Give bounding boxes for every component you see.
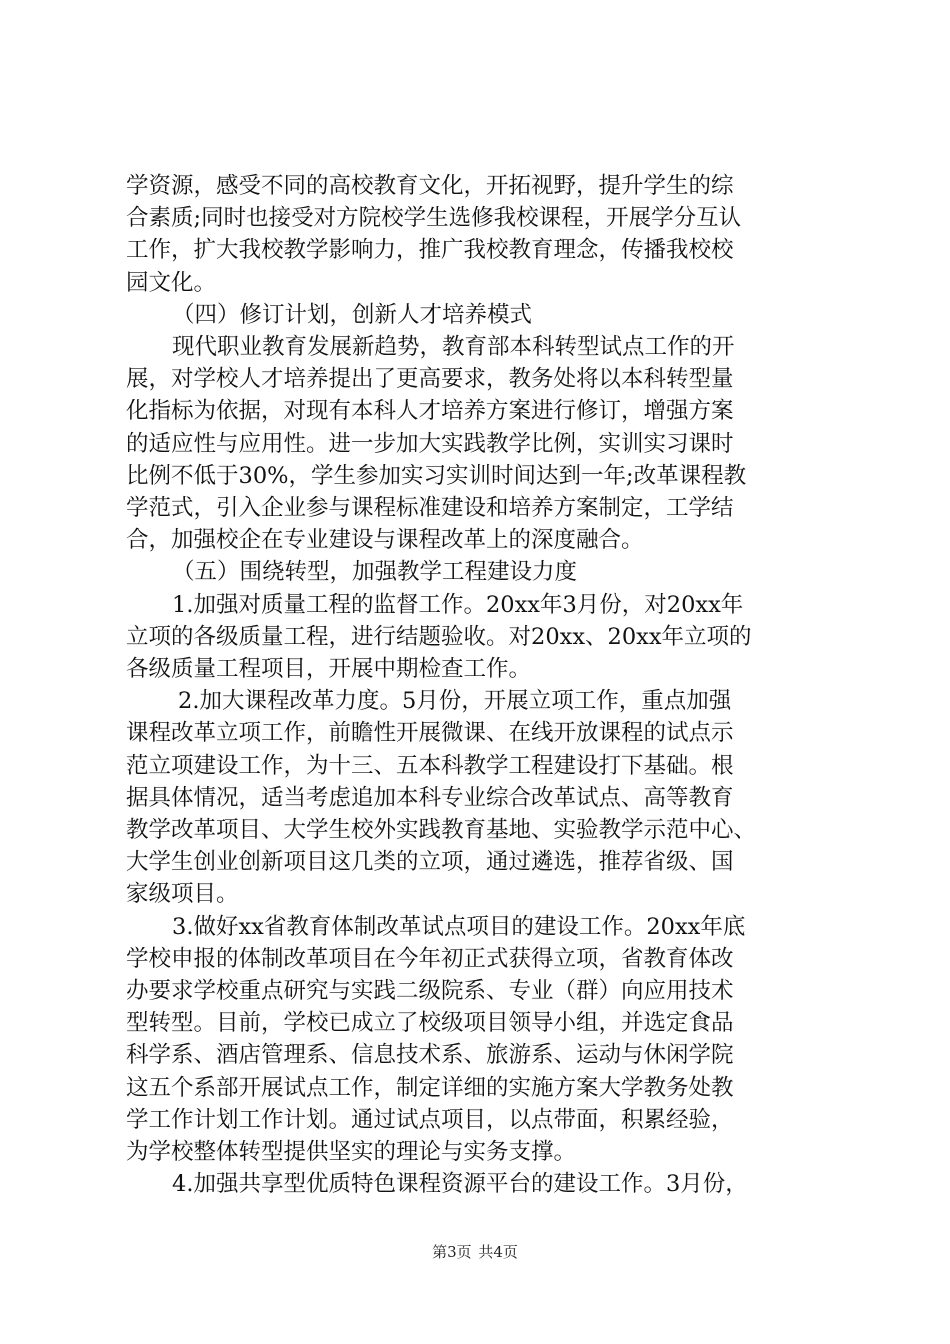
text-line: 据具体情况，适当考虑追加本科专业综合改革试点、高等教育 bbox=[126, 785, 734, 811]
text-line: 4.加强共享型优质特色课程资源平台的建设工作。3月份， bbox=[172, 1171, 748, 1197]
text-line: 学工作计划工作计划。通过试点项目，以点带面，积累经验， bbox=[126, 1107, 734, 1133]
text-line: 合，加强校企在专业建设与课程改革上的深度融合。 bbox=[126, 527, 644, 553]
text-line: 学资源，感受不同的高校教育文化，开拓视野，提升学生的综 bbox=[126, 173, 734, 199]
text-line: 化指标为依据，对现有本科人才培养方案进行修订，增强方案 bbox=[126, 398, 734, 424]
text-line: 3.做好xx省教育体制改革试点项目的建设工作。20xx年底 bbox=[172, 914, 746, 940]
text-line: 为学校整体转型提供坚实的理论与实务支撑。 bbox=[126, 1139, 577, 1165]
text-line: 课程改革立项工作，前瞻性开展微课、在线开放课程的试点示 bbox=[126, 720, 734, 746]
text-line: 比例不低于30%，学生参加实习实训时间达到一年;改革课程教 bbox=[126, 463, 747, 489]
text-line: 范立项建设工作，为十三、五本科教学工程建设打下基础。根 bbox=[126, 753, 734, 779]
text-line: 大学生创业创新项目这几类的立项，通过遴选，推荐省级、国 bbox=[126, 849, 734, 875]
text-line: 这五个系部开展试点工作，制定详细的实施方案大学教务处教 bbox=[126, 1075, 734, 1101]
page-footer bbox=[0, 1242, 950, 1262]
text-line: 各级质量工程项目，开展中期检查工作。 bbox=[126, 656, 532, 682]
text-line: 立项的各级质量工程，进行结题验收。对20xx、20xx年立项的 bbox=[126, 624, 752, 650]
text-line: 2.加大课程改革力度。5月份，开展立项工作，重点加强 bbox=[178, 688, 732, 714]
text-line: 学校申报的体制改革项目在今年初正式获得立项，省教育体改 bbox=[126, 946, 734, 972]
text-line: 家级项目。 bbox=[126, 881, 239, 907]
text-line: 合素质;同时也接受对方院校学生选修我校课程，开展学分互认 bbox=[126, 205, 742, 231]
text-line: 的适应性与应用性。进一步加大实践教学比例，实训实习课时 bbox=[126, 431, 734, 457]
text-line: 办要求学校重点研究与实践二级院系、专业（群）向应用技术 bbox=[126, 978, 734, 1004]
text-line: 园文化。 bbox=[126, 270, 217, 296]
text-line: 现代职业教育发展新趋势，教育部本科转型试点工作的开 bbox=[172, 334, 735, 360]
text-line: 型转型。目前，学校已成立了校级项目领导小组，并选定食品 bbox=[126, 1010, 734, 1036]
page-number: 第3页 bbox=[432, 1243, 472, 1261]
text-line: 学范式，引入企业参与课程标准建设和培养方案制定，工学结 bbox=[126, 495, 734, 521]
page-total: 共4页 bbox=[478, 1243, 518, 1261]
text-line: 展，对学校人才培养提出了更高要求，教务处将以本科转型量 bbox=[126, 366, 734, 392]
text-line: 1.加强对质量工程的监督工作。20xx年3月份，对20xx年 bbox=[172, 592, 744, 618]
text-line: 科学系、酒店管理系、信息技术系、旅游系、运动与休闲学院 bbox=[126, 1042, 734, 1068]
section-heading: （五）围绕转型，加强教学工程建设力度 bbox=[172, 559, 578, 585]
section-heading: （四）修订计划，创新人才培养模式 bbox=[172, 302, 533, 328]
text-line: 教学改革项目、大学生校外实践教育基地、实验教学示范中心、 bbox=[126, 817, 757, 843]
text-line: 工作，扩大我校教学影响力，推广我校教育理念，传播我校校 bbox=[126, 237, 734, 263]
